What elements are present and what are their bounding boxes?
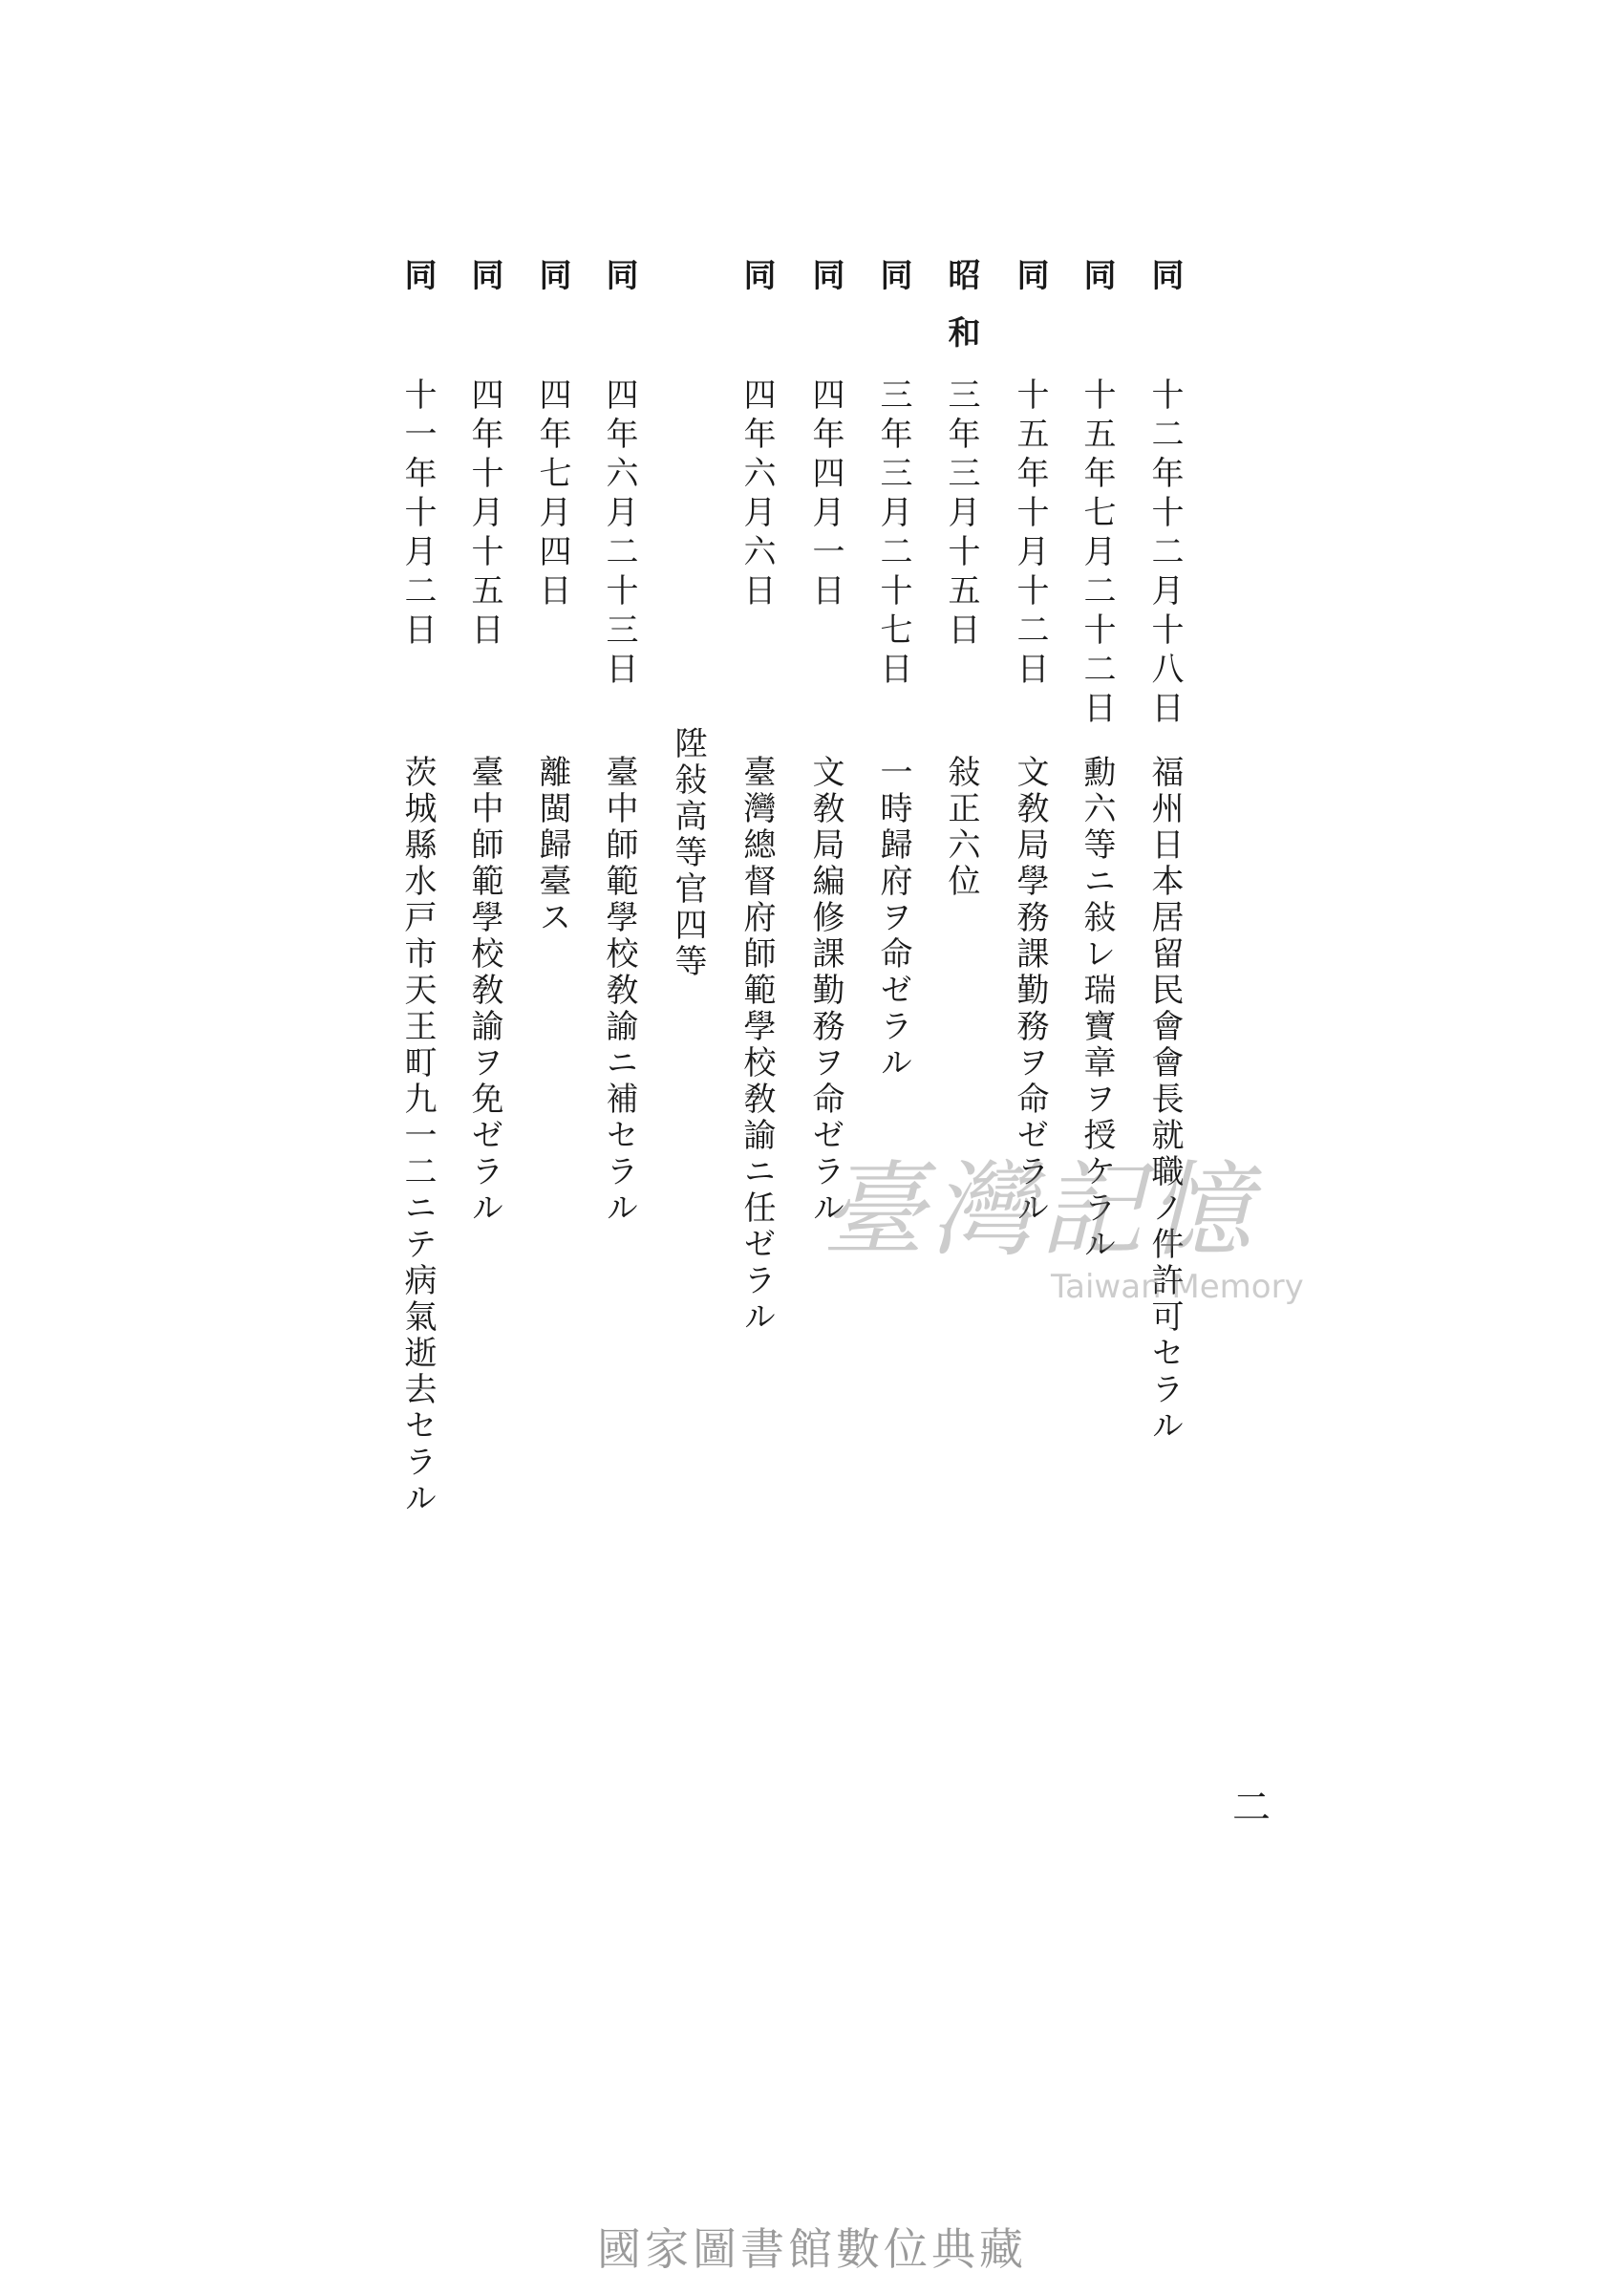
entry-date: 三年三月二十七日: [874, 377, 912, 691]
entry-event: 一時歸府ヲ命ゼラル: [874, 755, 912, 1082]
entry-event: 茨城縣水戸市天王町九一二ニテ病氣逝去セラル: [398, 755, 437, 1517]
page-number: 二: [1232, 1786, 1271, 1830]
era-label: 昭和: [942, 258, 980, 373]
entry-date: 四年六月二十三日: [600, 377, 638, 691]
era-label: 同: [737, 258, 776, 315]
entry-event: 文敎局編修課勤務ヲ命ゼラル: [806, 755, 844, 1227]
era-label: 同: [533, 258, 571, 315]
entry-event: 離閩歸臺ス: [533, 755, 571, 936]
entry-date: 四年十月十五日: [465, 377, 503, 652]
footer-collection-label: 國家圖書館數位典藏: [597, 2223, 1027, 2275]
entry-event: 勳六等ニ敍レ瑞寶章ヲ授ケラル: [1078, 755, 1116, 1263]
entry-event: 文敎局學務課勤務ヲ命ゼラル: [1011, 755, 1049, 1227]
watermark-cjk: 臺灣記憶: [822, 1151, 1258, 1271]
entry-event: 臺中師範學校敎諭ヲ免ゼラル: [465, 755, 503, 1227]
entry-date: 四年六月六日: [737, 377, 776, 612]
era-label: 同: [1011, 258, 1049, 315]
entry-event: 敍正六位: [942, 755, 980, 900]
entry-event: 臺灣總督府師範學校敎諭ニ任ゼラル: [737, 755, 776, 1336]
era-label: 同: [600, 258, 638, 315]
watermark-en: Taiwan Memory: [1051, 1268, 1304, 1306]
era-label: 同: [465, 258, 503, 315]
watermark: [822, 1127, 1318, 1357]
entry-note: 陞敍高等官四等: [669, 726, 707, 980]
era-label: 同: [874, 258, 912, 315]
entry-event: 臺中師範學校敎諭ニ補セラル: [600, 755, 638, 1227]
entry-date: 十五年十月十二日: [1011, 377, 1049, 691]
era-label: 同: [398, 258, 437, 315]
entry-date: 四年七月四日: [533, 377, 571, 612]
era-label: 同: [1078, 258, 1116, 315]
entry-date: 十五年七月二十二日: [1078, 377, 1116, 730]
entry-date: 四年四月一日: [806, 377, 844, 612]
entry-event: 福州日本居留民會會長就職ノ件許可セラル: [1145, 755, 1184, 1445]
entry-date: 三年三月十五日: [942, 377, 980, 652]
era-label: 同: [806, 258, 844, 315]
entry-date: 十一年十月二日: [398, 377, 437, 652]
era-label: 同: [1145, 258, 1184, 315]
entry-date: 十二年十二月十八日: [1145, 377, 1184, 730]
